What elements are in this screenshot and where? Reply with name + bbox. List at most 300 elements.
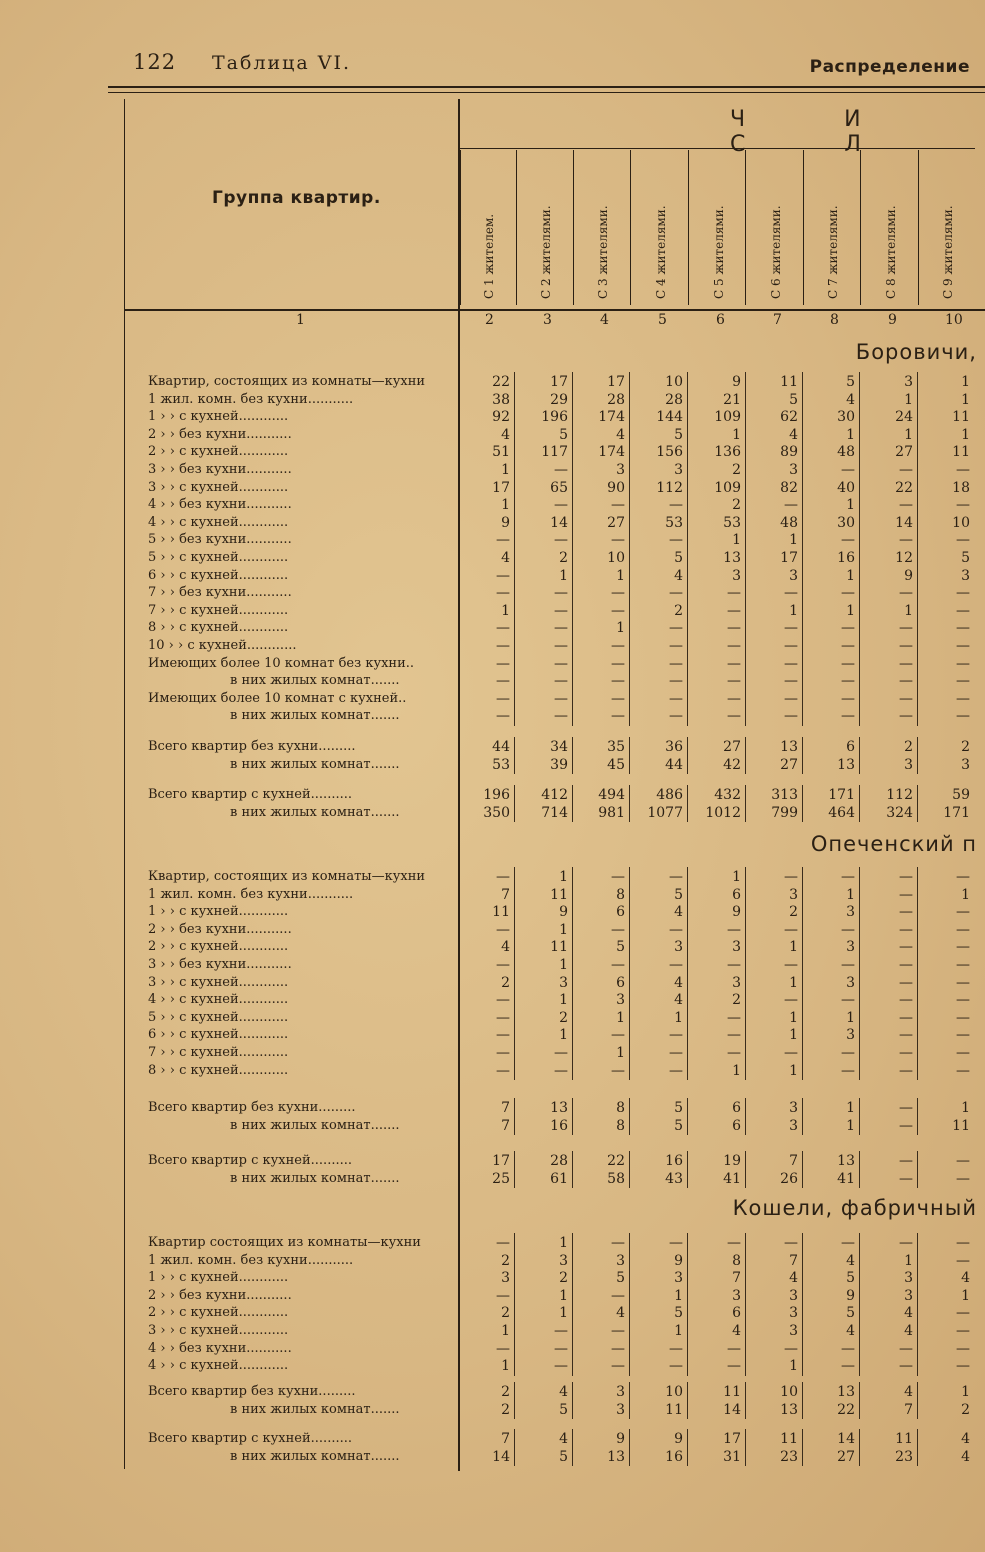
table-cell: 1 bbox=[846, 886, 855, 903]
table-cell: 4 bbox=[674, 974, 683, 991]
table-cell: — bbox=[841, 957, 855, 973]
table-cell: 714 bbox=[541, 804, 568, 821]
table-cell: — bbox=[841, 708, 855, 725]
column-header bbox=[918, 150, 977, 305]
column-separator bbox=[687, 1233, 688, 1376]
table-cell: 13 bbox=[837, 1153, 855, 1169]
table-cell: 7 bbox=[501, 1117, 510, 1134]
table-cell: — bbox=[956, 585, 970, 602]
table-cell: — bbox=[554, 690, 568, 707]
row-label: 8 › › с кухней............ bbox=[148, 1062, 289, 1078]
table-cell: 5 bbox=[674, 1100, 683, 1116]
column-separator bbox=[745, 867, 746, 1080]
table-cell: 7 bbox=[501, 886, 510, 903]
table-cell: 2 bbox=[559, 550, 568, 566]
table-cell: 5 bbox=[846, 1270, 855, 1287]
column-separator bbox=[745, 785, 746, 822]
table-cell: 42 bbox=[723, 756, 741, 773]
table-cell: 1 bbox=[789, 1062, 798, 1079]
table-cell: 7 bbox=[732, 1270, 741, 1287]
table-cell: — bbox=[784, 708, 798, 725]
table-cell: — bbox=[554, 532, 568, 549]
table-cell: 22 bbox=[895, 479, 913, 496]
table-cell: — bbox=[669, 921, 683, 938]
table-cell: 39 bbox=[550, 756, 568, 773]
row-label: 1 жил. комн. без кухни........... bbox=[148, 391, 354, 407]
table-cell: — bbox=[841, 1235, 855, 1251]
table-cell: 11 bbox=[492, 904, 510, 921]
table-cell: — bbox=[784, 1235, 798, 1251]
table-cell: 1 bbox=[961, 1287, 970, 1304]
table-cell: — bbox=[727, 690, 741, 707]
row-label: 7 › › без кухни........... bbox=[148, 585, 292, 601]
table-cell: 13 bbox=[837, 1384, 855, 1400]
column-separator bbox=[572, 867, 573, 1080]
table-cell: — bbox=[669, 1027, 683, 1044]
table-cell: 1 bbox=[501, 1358, 510, 1375]
table-cell: 5 bbox=[846, 374, 855, 390]
table-cell: 23 bbox=[895, 1448, 913, 1465]
table-cell: 7 bbox=[789, 1252, 798, 1269]
table-cell: 11 bbox=[665, 1401, 683, 1418]
column-separator bbox=[917, 785, 918, 822]
table-cell: — bbox=[496, 957, 510, 973]
column-header-text: С 3 жителями. bbox=[596, 205, 610, 299]
table-cell: — bbox=[899, 921, 913, 938]
table-cell: 26 bbox=[780, 1170, 798, 1187]
table-cell: 3 bbox=[674, 939, 683, 956]
table-cell: 2 bbox=[501, 974, 510, 991]
table-cell: 14 bbox=[723, 1401, 741, 1418]
table-cell: 11 bbox=[952, 1117, 970, 1134]
table-cell: 9 bbox=[732, 374, 741, 390]
table-cell: 1 bbox=[961, 426, 970, 443]
table-cell: 92 bbox=[492, 409, 510, 426]
column-header-text: С 5 жителями. bbox=[711, 205, 726, 299]
table-cell: — bbox=[669, 1045, 683, 1061]
row-label: в них жилых комнат....... bbox=[230, 708, 400, 724]
table-cell: 2 bbox=[961, 1401, 970, 1418]
top-rule-thin bbox=[108, 92, 985, 93]
table-cell: 12 bbox=[895, 550, 913, 566]
table-cell: — bbox=[496, 708, 510, 725]
table-cell: 1077 bbox=[647, 804, 683, 821]
column-separator bbox=[745, 1382, 746, 1419]
table-cell: 3 bbox=[904, 1287, 913, 1304]
table-cell: 5 bbox=[674, 550, 683, 566]
table-cell: 3 bbox=[904, 756, 913, 773]
table-cell: 109 bbox=[714, 409, 741, 426]
row-label: 4 › › с кухней............ bbox=[148, 1358, 289, 1374]
table-cell: 29 bbox=[550, 391, 568, 408]
table-cell: 4 bbox=[961, 1270, 970, 1287]
table-cell: — bbox=[669, 957, 683, 973]
row-label: 3 › › без кухни........... bbox=[148, 462, 292, 477]
table-cell: — bbox=[784, 497, 798, 514]
table-cell: 4 bbox=[961, 1448, 970, 1465]
table-cell: — bbox=[784, 690, 798, 707]
table-cell: 3 bbox=[961, 567, 970, 584]
table-cell: 1 bbox=[674, 1323, 683, 1339]
table-cell: 11 bbox=[895, 1431, 913, 1447]
table-cell: 3 bbox=[732, 974, 741, 991]
row-label: 3 › › с кухней............ bbox=[148, 479, 289, 495]
table-cell: 17 bbox=[780, 550, 798, 566]
table-cell: 1 bbox=[674, 1287, 683, 1304]
table-cell: 44 bbox=[665, 756, 683, 773]
header-bottom-rule bbox=[124, 309, 985, 311]
table-cell: — bbox=[899, 1340, 913, 1357]
table-cell: 3 bbox=[789, 886, 798, 903]
table-cell: — bbox=[554, 585, 568, 602]
table-cell: — bbox=[956, 1323, 970, 1339]
column-separator bbox=[687, 1382, 688, 1419]
table-cell: 2 bbox=[961, 739, 970, 755]
section-title: Опеченский п bbox=[810, 832, 977, 856]
table-cell: 3 bbox=[616, 1252, 625, 1269]
table-cell: — bbox=[899, 708, 913, 725]
table-cell: — bbox=[899, 974, 913, 991]
column-separator bbox=[802, 737, 803, 774]
column-separator bbox=[572, 372, 573, 726]
table-cell: — bbox=[554, 655, 568, 672]
column-separator bbox=[572, 1429, 573, 1466]
table-cell: 53 bbox=[492, 756, 510, 773]
row-label: 5 › › с кухней............ bbox=[148, 550, 289, 565]
table-cell: 3 bbox=[674, 462, 683, 478]
table-cell: 90 bbox=[607, 479, 625, 496]
column-separator bbox=[917, 867, 918, 1080]
table-cell: 3 bbox=[616, 1384, 625, 1400]
column-separator bbox=[572, 785, 573, 822]
table-cell: 486 bbox=[656, 787, 683, 803]
row-label: в них жилых комнат....... bbox=[230, 673, 400, 689]
table-cell: 4 bbox=[674, 992, 683, 1009]
table-cell: — bbox=[956, 602, 970, 619]
table-cell: 27 bbox=[837, 1448, 855, 1465]
column-header bbox=[688, 150, 748, 305]
table-cell: — bbox=[956, 921, 970, 938]
table-cell: — bbox=[784, 957, 798, 973]
table-cell: — bbox=[956, 904, 970, 921]
table-cell: — bbox=[496, 690, 510, 707]
table-cell: 3 bbox=[846, 1027, 855, 1044]
table-cell: — bbox=[727, 1340, 741, 1357]
table-cell: 11 bbox=[550, 886, 568, 903]
table-cell: — bbox=[669, 638, 683, 654]
table-cell: 196 bbox=[541, 409, 568, 426]
column-separator bbox=[917, 1233, 918, 1376]
row-label: Всего квартир с кухней.......... bbox=[148, 1431, 352, 1446]
table-cell: 1012 bbox=[705, 804, 741, 821]
column-separator bbox=[629, 867, 630, 1080]
table-cell: 9 bbox=[732, 904, 741, 921]
table-cell: 4 bbox=[846, 1323, 855, 1339]
table-cell: — bbox=[727, 1027, 741, 1044]
column-separator bbox=[629, 1098, 630, 1135]
table-cell: 9 bbox=[846, 1287, 855, 1304]
table-cell: 17 bbox=[492, 1153, 510, 1169]
column-number: 8 bbox=[830, 312, 839, 328]
row-label: 2 › › без кухни........... bbox=[148, 426, 292, 442]
table-cell: 4 bbox=[789, 1270, 798, 1287]
table-cell: — bbox=[496, 921, 510, 938]
column-separator bbox=[514, 372, 515, 726]
table-cell: 1 bbox=[789, 1027, 798, 1044]
column-separator bbox=[629, 372, 630, 726]
row-label: Имеющих более 10 комнат с кухней.. bbox=[148, 690, 407, 706]
table-cell: 3 bbox=[789, 567, 798, 584]
table-cell: 4 bbox=[674, 567, 683, 584]
table-cell: 9 bbox=[616, 1431, 625, 1447]
row-label: 7 › › с кухней............ bbox=[148, 602, 289, 618]
table-cell: 51 bbox=[492, 444, 510, 461]
column-separator bbox=[917, 1098, 918, 1135]
table-cell: — bbox=[554, 602, 568, 619]
table-cell: — bbox=[956, 974, 970, 991]
table-cell: — bbox=[611, 1323, 625, 1339]
table-cell: — bbox=[899, 673, 913, 690]
table-cell: 65 bbox=[550, 479, 568, 496]
row-label: Всего квартир с кухней.......... bbox=[148, 1153, 352, 1168]
table-cell: 11 bbox=[550, 939, 568, 956]
column-header bbox=[803, 150, 862, 305]
table-cell: 5 bbox=[846, 1305, 855, 1322]
table-cell: 174 bbox=[598, 444, 625, 461]
table-cell: — bbox=[554, 620, 568, 637]
table-cell: 3 bbox=[559, 1252, 568, 1269]
column-separator bbox=[514, 1151, 515, 1188]
table-cell: — bbox=[784, 1045, 798, 1061]
table-cell: 16 bbox=[665, 1153, 683, 1169]
column-separator bbox=[802, 785, 803, 822]
table-cell: — bbox=[496, 673, 510, 690]
column-separator bbox=[745, 737, 746, 774]
row-label: 10 › › с кухней............ bbox=[148, 638, 297, 653]
row-label: 2 › › с кухней............ bbox=[148, 444, 289, 460]
table-cell: 11 bbox=[780, 374, 798, 390]
row-label: в них жилых комнат....... bbox=[230, 756, 400, 772]
table-cell: 799 bbox=[771, 804, 798, 821]
table-cell: 4 bbox=[501, 939, 510, 956]
table-cell: — bbox=[784, 673, 798, 690]
table-cell: 16 bbox=[837, 550, 855, 566]
column-separator bbox=[629, 1151, 630, 1188]
table-cell: 1 bbox=[789, 1009, 798, 1026]
table-cell: — bbox=[496, 638, 510, 654]
table-cell: — bbox=[841, 462, 855, 478]
table-cell: — bbox=[727, 638, 741, 654]
table-cell: 1 bbox=[732, 1062, 741, 1079]
table-cell: — bbox=[554, 673, 568, 690]
table-cell: — bbox=[727, 673, 741, 690]
table-cell: 3 bbox=[616, 1401, 625, 1418]
table-cell: — bbox=[554, 1358, 568, 1375]
table-cell: — bbox=[956, 532, 970, 549]
table-cell: 1 bbox=[559, 1305, 568, 1322]
table-cell: 3 bbox=[789, 1287, 798, 1304]
table-cell: 22 bbox=[607, 1153, 625, 1169]
table-cell: 1 bbox=[961, 1384, 970, 1400]
table-cell: — bbox=[669, 1235, 683, 1251]
table-cell: 27 bbox=[780, 756, 798, 773]
column-separator bbox=[745, 1098, 746, 1135]
table-cell: — bbox=[727, 1235, 741, 1251]
table-cell: — bbox=[841, 620, 855, 637]
table-cell: 8 bbox=[616, 1117, 625, 1134]
table-cell: 13 bbox=[723, 550, 741, 566]
table-cell: 3 bbox=[732, 939, 741, 956]
table-cell: — bbox=[611, 1287, 625, 1304]
table-cell: — bbox=[496, 620, 510, 637]
table-cell: — bbox=[611, 921, 625, 938]
table-cell: 5 bbox=[789, 391, 798, 408]
table-cell: — bbox=[611, 957, 625, 973]
table-cell: 5 bbox=[674, 426, 683, 443]
table-cell: 31 bbox=[723, 1448, 741, 1465]
table-cell: 4 bbox=[616, 1305, 625, 1322]
column-separator bbox=[745, 372, 746, 726]
table-cell: — bbox=[611, 673, 625, 690]
table-cell: 9 bbox=[501, 514, 510, 531]
column-separator bbox=[687, 372, 688, 726]
table-cell: 4 bbox=[674, 904, 683, 921]
table-cell: — bbox=[784, 620, 798, 637]
table-cell: — bbox=[956, 869, 970, 885]
table-cell: 7 bbox=[501, 1100, 510, 1116]
table-cell: 1 bbox=[904, 426, 913, 443]
number-header: Ч И С Л bbox=[730, 107, 907, 157]
table-cell: 14 bbox=[492, 1448, 510, 1465]
table-cell: 25 bbox=[492, 1170, 510, 1187]
table-cell: 11 bbox=[952, 409, 970, 426]
row-label: 2 › › без кухни........... bbox=[148, 921, 292, 937]
table-cell: 1 bbox=[501, 1323, 510, 1339]
row-label: 8 › › с кухней............ bbox=[148, 620, 289, 636]
table-cell: — bbox=[496, 1340, 510, 1357]
row-label: 2 › › без кухни........... bbox=[148, 1287, 292, 1303]
table-cell: — bbox=[611, 869, 625, 885]
table-cell: — bbox=[956, 655, 970, 672]
row-label: 5 › › без кухни........... bbox=[148, 532, 292, 548]
column-separator bbox=[572, 737, 573, 774]
table-cell: 3 bbox=[501, 1270, 510, 1287]
row-label: 1 › › с кухней............ bbox=[148, 904, 289, 920]
table-cell: 1 bbox=[789, 602, 798, 619]
table-cell: — bbox=[554, 708, 568, 725]
table-cell: — bbox=[956, 1235, 970, 1251]
table-cell: 1 bbox=[846, 1117, 855, 1134]
table-cell: 1 bbox=[501, 462, 510, 478]
table-cell: 23 bbox=[780, 1448, 798, 1465]
table-cell: 3 bbox=[789, 1100, 798, 1116]
table-cell: — bbox=[841, 921, 855, 938]
table-cell: — bbox=[496, 1045, 510, 1061]
table-cell: 144 bbox=[656, 409, 683, 426]
table-cell: — bbox=[956, 620, 970, 637]
table-cell: — bbox=[784, 655, 798, 672]
column-header bbox=[516, 150, 575, 305]
table-cell: 35 bbox=[607, 739, 625, 755]
table-cell: — bbox=[784, 1340, 798, 1357]
row-label: Всего квартир без кухни......... bbox=[148, 1100, 356, 1115]
row-label: Всего квартир без кухни......... bbox=[148, 739, 356, 754]
table-cell: 3 bbox=[846, 974, 855, 991]
table-cell: 196 bbox=[483, 787, 510, 803]
column-separator bbox=[629, 785, 630, 822]
table-cell: 4 bbox=[789, 426, 798, 443]
row-label: в них жилых комнат....... bbox=[230, 1170, 400, 1186]
row-label: 3 › › без кухни........... bbox=[148, 957, 292, 972]
table-cell: 1 bbox=[904, 602, 913, 619]
column-separator bbox=[687, 1429, 688, 1466]
table-cell: 8 bbox=[616, 1100, 625, 1116]
table-cell: — bbox=[841, 1340, 855, 1357]
table-cell: 1 bbox=[961, 1100, 970, 1116]
table-cell: 1 bbox=[559, 992, 568, 1009]
table-cell: — bbox=[841, 532, 855, 549]
table-cell: 1 bbox=[559, 957, 568, 973]
column-separator bbox=[859, 867, 860, 1080]
table-cell: 1 bbox=[846, 602, 855, 619]
table-cell: — bbox=[669, 673, 683, 690]
table-cell: 1 bbox=[732, 426, 741, 443]
table-cell: 6 bbox=[732, 1305, 741, 1322]
table-cell: — bbox=[611, 638, 625, 654]
table-cell: — bbox=[611, 690, 625, 707]
row-label: 6 › › с кухней............ bbox=[148, 1027, 289, 1043]
table-cell: 2 bbox=[732, 497, 741, 514]
table-cell: 1 bbox=[732, 869, 741, 885]
table-cell: — bbox=[727, 585, 741, 602]
table-cell: 10 bbox=[780, 1384, 798, 1400]
table-cell: 17 bbox=[607, 374, 625, 390]
table-cell: 1 bbox=[846, 497, 855, 514]
table-cell: 11 bbox=[952, 444, 970, 461]
table-cell: — bbox=[899, 638, 913, 654]
table-cell: 3 bbox=[789, 462, 798, 478]
table-cell: — bbox=[496, 532, 510, 549]
table-cell: 3 bbox=[616, 462, 625, 478]
column-number: 7 bbox=[773, 312, 782, 328]
table-cell: — bbox=[496, 992, 510, 1009]
table-cell: 2 bbox=[732, 462, 741, 478]
table-cell: 171 bbox=[828, 787, 855, 803]
table-cell: 10 bbox=[665, 1384, 683, 1400]
table-cell: 3 bbox=[789, 1305, 798, 1322]
table-cell: 981 bbox=[598, 804, 625, 821]
table-cell: 117 bbox=[541, 444, 568, 461]
table-cell: — bbox=[899, 532, 913, 549]
column-header-text: С 9 жителями. bbox=[941, 205, 955, 299]
column-header-text: С 8 жителями. bbox=[883, 205, 898, 299]
table-cell: — bbox=[554, 638, 568, 654]
table-cell: 5 bbox=[674, 1305, 683, 1322]
table-cell: 9 bbox=[559, 904, 568, 921]
table-cell: — bbox=[611, 532, 625, 549]
table-cell: — bbox=[496, 1235, 510, 1251]
column-separator bbox=[687, 1151, 688, 1188]
table-cell: — bbox=[496, 1009, 510, 1026]
table-cell: — bbox=[956, 1305, 970, 1322]
column-separator bbox=[514, 1382, 515, 1419]
table-cell: 18 bbox=[952, 479, 970, 496]
table-cell: 16 bbox=[665, 1448, 683, 1465]
column-separator bbox=[572, 1382, 573, 1419]
table-cell: 48 bbox=[780, 514, 798, 531]
table-cell: 30 bbox=[837, 409, 855, 426]
column-separator bbox=[917, 1429, 918, 1466]
